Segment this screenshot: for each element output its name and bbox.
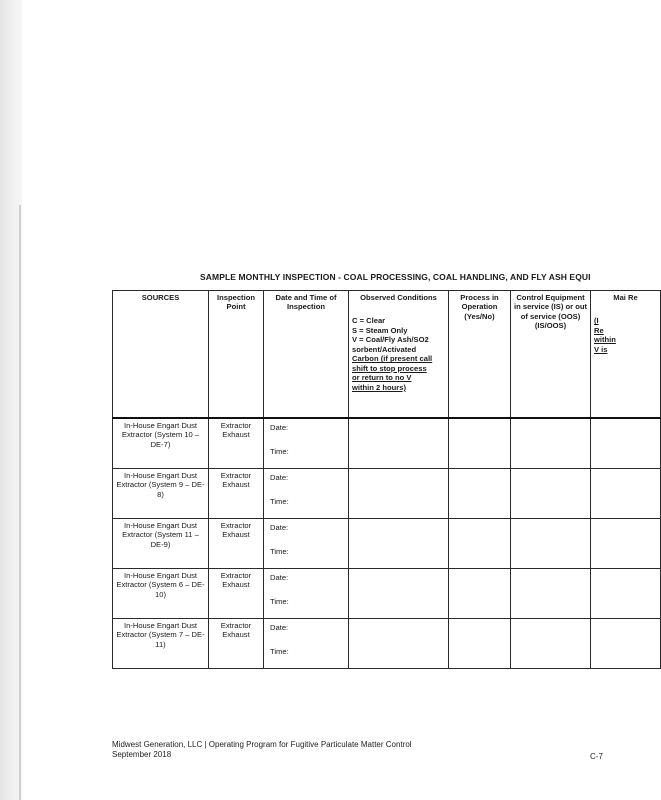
maintenance-cell	[591, 418, 661, 469]
observed-cell	[349, 418, 449, 469]
process-cell	[449, 569, 511, 619]
time-label: Time:	[270, 597, 289, 606]
observed-legend-clear: C = Clear	[352, 316, 386, 326]
header-sources: SOURCES	[113, 291, 209, 419]
header-inspection-point: Inspection Point	[209, 291, 264, 419]
table-row	[113, 418, 661, 469]
control-cell	[511, 519, 591, 569]
header-observed-title: Observed Conditions	[360, 293, 437, 302]
date-time-cell	[264, 619, 349, 669]
observed-cell	[349, 469, 449, 519]
footer-date-line: September 2018	[112, 750, 172, 760]
time-label: Time:	[270, 547, 289, 556]
table-row	[113, 569, 661, 619]
observed-legend-visible: V = Coal/Fly Ash/SO2	[352, 335, 429, 345]
time-label: Time:	[270, 447, 289, 456]
date-time-cell	[264, 469, 349, 519]
maint-note-1: (I	[594, 316, 599, 326]
table-row	[113, 519, 661, 569]
date-time-cell	[264, 418, 349, 469]
footer-program-line: Midwest Generation, LLC | Operating Program for Fugitive Particulate Matter Control	[112, 740, 412, 749]
observed-cell	[349, 519, 449, 569]
observed-legend-note-3: or return to no V	[352, 373, 412, 383]
header-maintenance-title: Mai Re	[613, 293, 638, 302]
maintenance-cell	[591, 469, 661, 519]
inspection-point-cell: Extractor Exhaust	[209, 619, 264, 669]
observed-cell	[349, 569, 449, 619]
control-cell	[511, 619, 591, 669]
inspection-table-wrapper	[112, 290, 638, 675]
inspection-point-cell: Extractor Exhaust	[209, 469, 264, 519]
source-cell: In-House Engart Dust Extractor (System 6 – DE-10)	[113, 569, 209, 619]
maint-note-4: V is	[594, 344, 608, 354]
date-label: Date:	[270, 473, 289, 482]
observed-legend-steam: S = Steam Only	[352, 325, 408, 335]
date-label: Date:	[270, 573, 289, 582]
table-row	[113, 469, 661, 519]
page-number: C-7	[590, 752, 603, 761]
observed-cell	[349, 619, 449, 669]
control-cell	[511, 469, 591, 519]
header-observed-conditions	[349, 291, 449, 419]
maint-note-2: Re	[594, 325, 604, 335]
maintenance-cell	[591, 519, 661, 569]
source-cell: In-House Engart Dust Extractor (System 9 – DE-8)	[113, 469, 209, 519]
process-cell	[449, 619, 511, 669]
source-cell: In-House Engart Dust Extractor (System 11 – DE-9)	[113, 519, 209, 569]
control-cell	[511, 418, 591, 469]
date-label: Date:	[270, 523, 289, 532]
scan-edge-line	[19, 205, 21, 800]
header-date-time: Date and Time of Inspection	[264, 291, 349, 419]
inspection-table	[112, 290, 661, 669]
process-cell	[449, 469, 511, 519]
maintenance-cell	[591, 619, 661, 669]
header-row	[113, 291, 661, 419]
observed-legend-note-4: within 2 hours)	[352, 382, 406, 392]
process-cell	[449, 519, 511, 569]
observed-legend-note-2: shift to stop process	[352, 363, 427, 373]
header-process-in-operation: Process in Operation (Yes/No)	[449, 291, 511, 419]
document-title: SAMPLE MONTHLY INSPECTION - COAL PROCESSING, COAL HANDLING, AND FLY ASH EQUI	[200, 272, 591, 282]
source-cell: In-House Engart Dust Extractor (System 7 – DE-11)	[113, 619, 209, 669]
maint-note-3: within	[594, 335, 616, 345]
time-label: Time:	[270, 647, 289, 656]
inspection-point-cell: Extractor Exhaust	[209, 519, 264, 569]
header-control-equipment: Control Equipment in service (IS) or out of service (OOS) (IS/OOS)	[511, 291, 591, 419]
header-maintenance	[591, 291, 661, 419]
date-label: Date:	[270, 423, 289, 432]
source-cell: In-House Engart Dust Extractor (System 10 – DE-7)	[113, 418, 209, 469]
observed-legend-sorbent: sorbent/Activated	[352, 344, 417, 354]
date-label: Date:	[270, 623, 289, 632]
date-time-cell	[264, 519, 349, 569]
inspection-point-cell: Extractor Exhaust	[209, 418, 264, 469]
inspection-point-cell: Extractor Exhaust	[209, 569, 264, 619]
table-row	[113, 619, 661, 669]
page-footer	[112, 740, 612, 761]
time-label: Time:	[270, 497, 289, 506]
maintenance-cell	[591, 569, 661, 619]
observed-legend-note-1: Carbon (if present call	[352, 354, 433, 364]
process-cell	[449, 418, 511, 469]
control-cell	[511, 569, 591, 619]
date-time-cell	[264, 569, 349, 619]
